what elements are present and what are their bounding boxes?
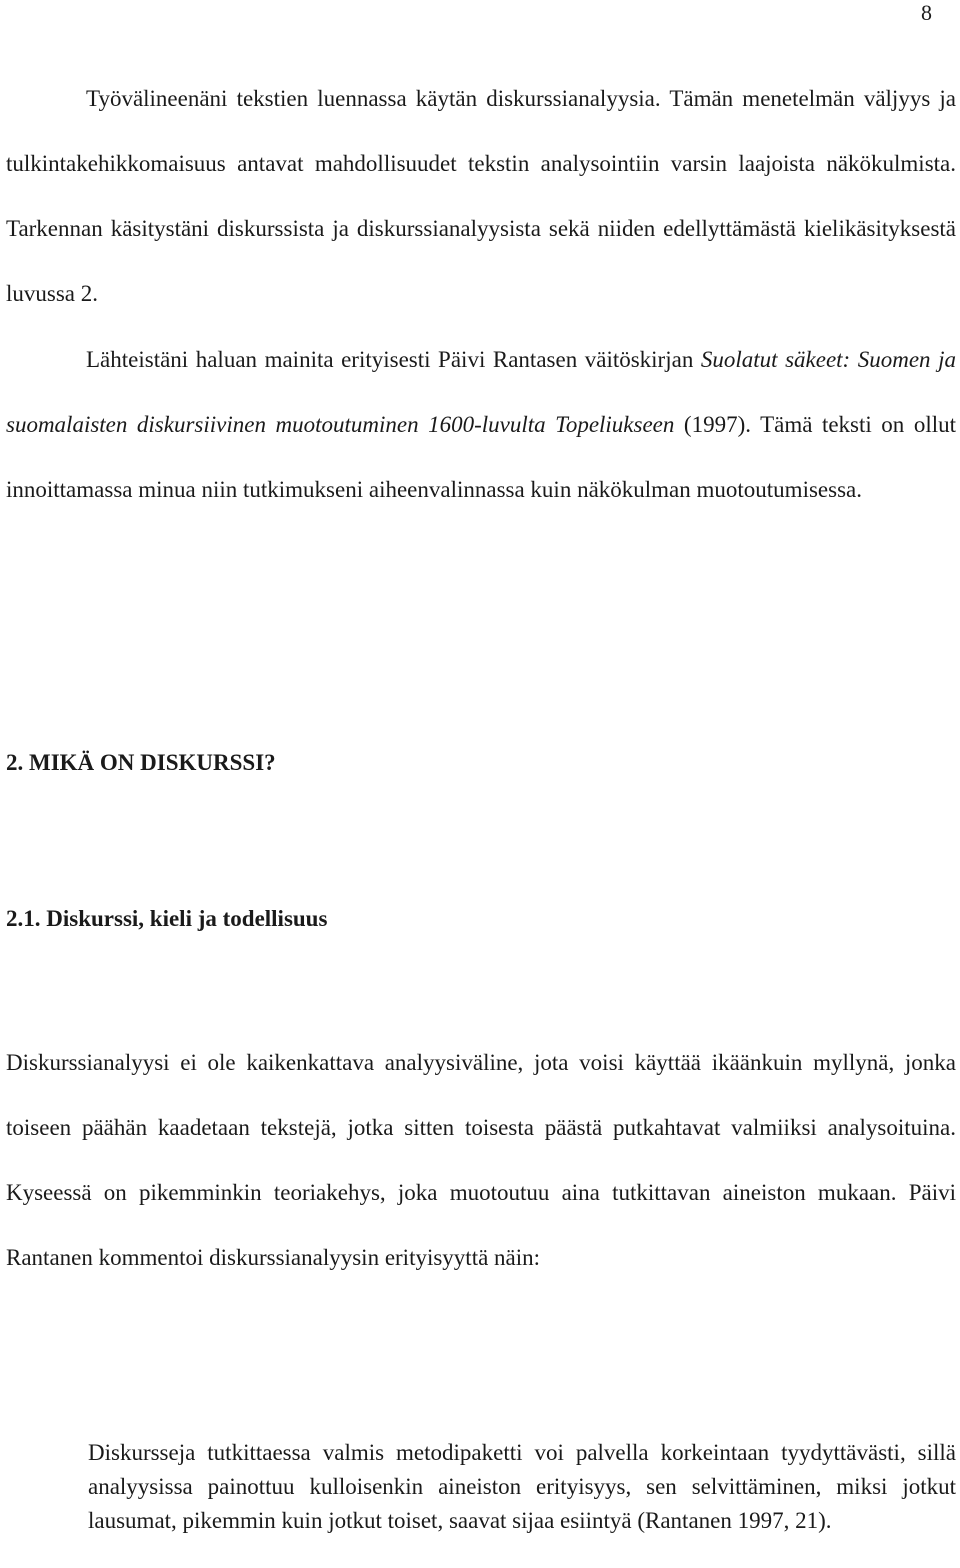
paragraph-intro bbox=[6, 66, 956, 326]
book-title: Suolatut säkeet: Suomen ja suomalaisten diskursiivinen muotoutuminen 1600-luvulta Topeliukseen bbox=[6, 347, 956, 437]
block-quote: Diskursseja tutkittaessa valmis metodipaketti voi palvella korkeintaan tyydyttävästi, sillä analyysissa painottuu kulloisenkin aineiston erityisyys, sen selvittäminen, miksi jotkut lausumat, pikemmin kuin jotkut toiset, saavat sijaa esiintyä (Rantanen 1997, 21). bbox=[88, 1440, 956, 1533]
chapter-heading: 2. MIKÄ ON DISKURSSI? bbox=[6, 750, 276, 775]
paragraph-sources bbox=[6, 327, 956, 522]
paragraph-sources-tail: (1997). Tämä teksti on ollut innoittamassa minua niin tutkimukseni aiheenvalinnassa kuin näkökulman muotoutumisessa. bbox=[6, 412, 956, 502]
paragraph-intro-text: Työvälineenäni tekstien luennassa käytän diskurssianalyysia. Tämän menetelmän väljyys ja tulkintakehikkomaisuus antavat mahdollisuudet tekstin analysointiin varsin laajoista näkökulmista. Tarkennan käsitystäni diskurssista ja diskurssianalyysista sekä niiden edellyttämästä kielikäsityksestä luvussa 2. bbox=[6, 86, 956, 306]
page-number: 8 bbox=[921, 0, 932, 25]
paragraph-sources-text: Lähteistäni haluan mainita erityisesti Päivi Rantasen väitöskirjan bbox=[86, 347, 701, 372]
section-heading: 2.1. Diskurssi, kieli ja todellisuus bbox=[6, 906, 328, 931]
paragraph-discourse: Diskurssianalyysi ei ole kaikenkattava analyysiväline, jota voisi käyttää ikäänkuin myllynä, jonka toiseen päähän kaadetaan tekstejä, jotka sitten toisesta päästä putkahtavat valmiiksi analysoituina. Kyseessä on pikemminkin teoriakehys, joka muotoutuu aina tutkittavan aineiston mukaan. Päivi Rantanen kommentoi diskurssianalyysin erityisyyttä näin: bbox=[6, 1050, 956, 1270]
